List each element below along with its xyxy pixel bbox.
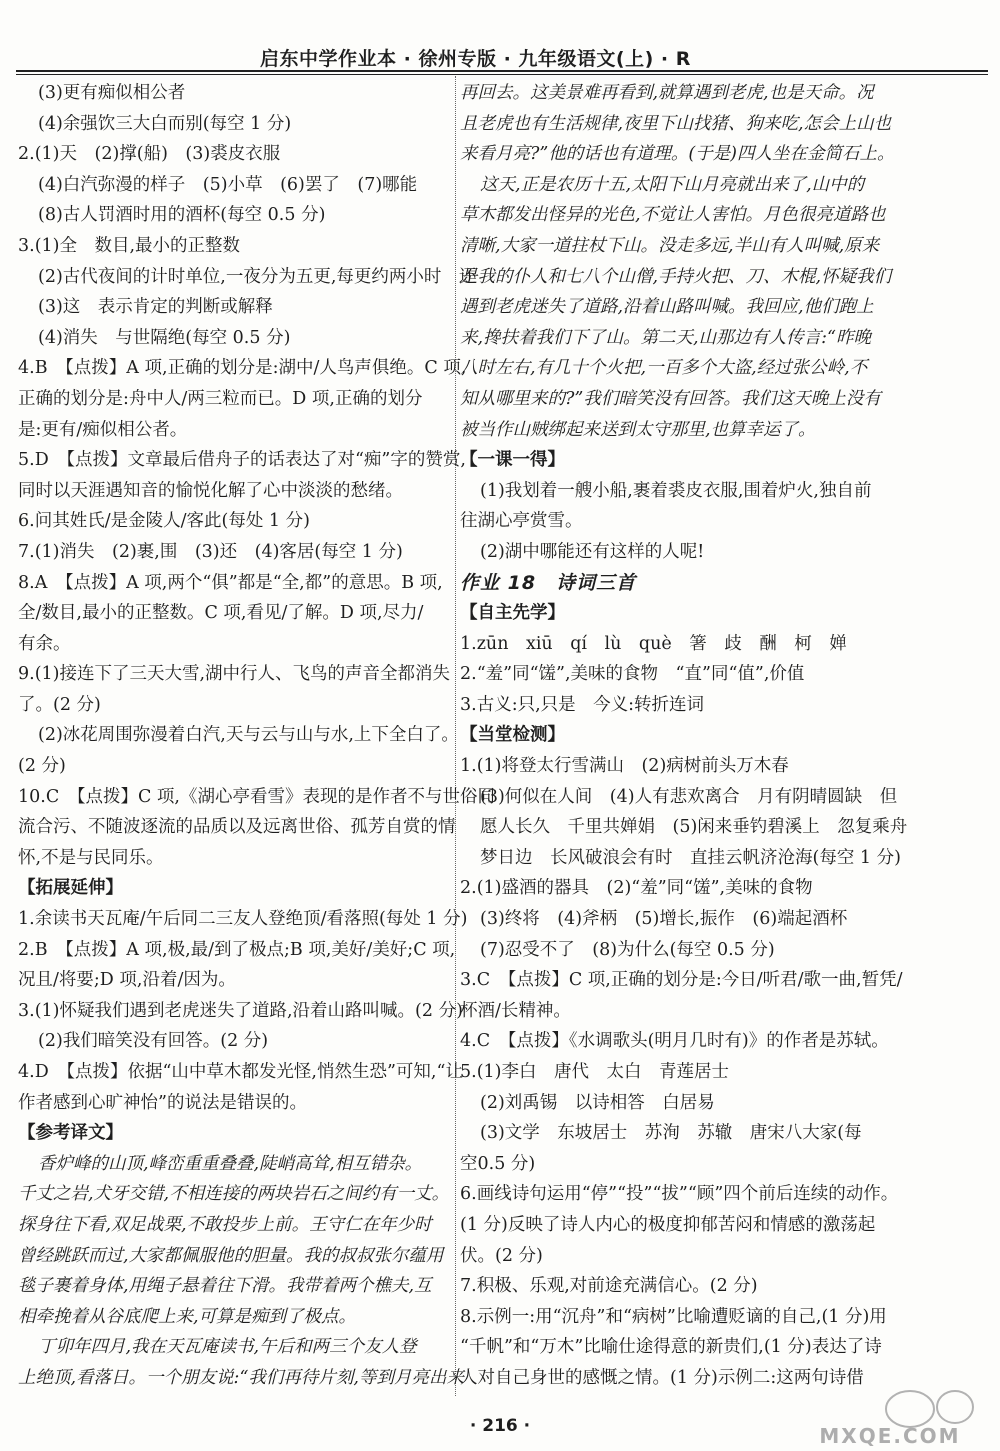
right-column-line: 梦日边 长风破浪会有时 直挂云帆济沧海(每空 1 分)	[480, 847, 901, 868]
right-column-line: 5.(1)李白 唐代 太白 青莲居士	[460, 1062, 729, 1082]
left-column-line: 3.(1)全 数目,最小的正整数	[18, 235, 241, 256]
left-column-line: 探身往下看,双足战栗,不敢投步上前。王守仁在年少时	[18, 1214, 432, 1235]
left-column-line: 3.(1)怀疑我们遇到老虎迷失了道路,沿着山路叫喊。(2 分)	[18, 1000, 463, 1021]
right-column-line: 知从哪里来的?”我们暗笑没有回答。我们这天晚上没有	[460, 388, 881, 409]
running-header: 启东中学作业本 · 徐州专版 · 九年级语文(上) · R	[260, 48, 691, 70]
left-column-line: 9.(1)接连下了三天大雪,湖中行人、飞鸟的声音全都消失	[18, 664, 451, 685]
right-column-line: 空0.5 分)	[460, 1153, 536, 1174]
left-column-line: 况且/将要;D 项,沿着/因为。	[18, 970, 236, 991]
right-column-line: (1 分)反映了诗人内心的极度抑郁苦闷和情感的激荡起	[460, 1214, 876, 1235]
left-column-line: 正确的划分是:舟中人/两三粒而已。D 项,正确的划分	[18, 388, 423, 409]
left-column-line: 2.(1)天 (2)撑(船) (3)裘皮衣服	[18, 144, 281, 165]
svg-text:MXQE.COM: MXQE.COM	[819, 1424, 961, 1447]
right-column-line: “千帆”和“万木”比喻仕途得意的新贵们,(1 分)表达了诗	[460, 1337, 882, 1358]
page-number: · 216 ·	[469, 1416, 531, 1436]
right-column-line: (3)终将 (4)斧柄 (5)增长,振作 (6)端起酒杯	[480, 909, 848, 930]
right-column-line: 3.C 【点拨】C 项,正确的划分是:今日/听君/歌一曲,暂凭/	[460, 970, 903, 991]
right-column-line: 【当堂检测】	[460, 725, 565, 746]
right-column-line: 愿人长久 千里共婵娟 (5)闲来垂钓碧溪上 忽复乘舟	[480, 817, 908, 838]
right-column-line: 6.画线诗句运用“停”“投”“拔”“顾”四个前后连续的动作。	[460, 1184, 899, 1205]
left-column-line: 6.问其姓氏/是金陵人/客此(每处 1 分)	[18, 511, 310, 532]
right-column-line: 杯酒/长精神。	[460, 1000, 571, 1021]
left-column	[18, 78, 495, 1394]
left-column-line: 1.余读书天瓦庵/午后同二三友人登绝顶/看落照(每处 1 分)	[18, 909, 468, 930]
left-column-line: 10.C 【点拨】C 项,《湖心亭看雪》表现的是作者不与世俗同	[18, 786, 495, 807]
left-column-line: (2)古代夜间的计时单位,一夜分为五更,每更约两小时 还	[38, 266, 477, 287]
left-column-line: 4.B 【点拨】A 项,正确的划分是:湖中/人鸟声俱绝。C 项,	[18, 358, 467, 379]
watermark-logo	[790, 1385, 990, 1447]
left-column-line: 作者感到心旷神怡”的说法是错误的。	[18, 1092, 307, 1113]
right-column-line: 2.(1)盛酒的器具 (2)“羞”同“馐”,美味的食物	[460, 878, 813, 899]
header-rule	[16, 70, 988, 75]
right-column-line: 清晰,大家一道拄杖下山。没走多远,半山有人叫喊,原来	[460, 235, 880, 256]
left-column-line: (3)更有痴似相公者	[38, 83, 186, 103]
left-column-line: (2)我们暗笑没有回答。(2 分)	[38, 1031, 269, 1052]
right-column-line: (2)刘禹锡 以诗相答 白居易	[480, 1092, 715, 1113]
left-column-line: 8.A 【点拨】A 项,两个“俱”都是“全,都”的意思。B 项,	[18, 572, 443, 593]
left-column-line: 同时以天涯遇知音的愉悦化解了心中淡淡的愁绪。	[18, 480, 403, 501]
left-column-line: 上绝顶,看落日。一个朋友说:“我们再待片刻,等到月亮出来	[18, 1367, 464, 1388]
left-column-line: 怀,不是与民同乐。	[18, 847, 164, 868]
right-column-line: 八时左右,有几十个火把,一百多个大盗,经过张公岭,不	[460, 358, 868, 379]
right-column-line: 遇到老虎迷失了道路,沿着山路叫喊。我回应,他们跑上	[460, 297, 874, 318]
left-column-line: 有余。	[18, 633, 71, 654]
left-column-line: (4)余强饮三大白而别(每空 1 分)	[38, 113, 292, 134]
right-column-line: 往湖心亭赏雪。	[460, 511, 583, 532]
right-column-line: 作业 18 诗词三首	[460, 571, 637, 594]
right-column-line: 伏。(2 分)	[460, 1245, 543, 1266]
right-column-line: 来看月亮?”他的话也有道理。(于是)四人坐在金简石上。	[460, 144, 895, 165]
right-column-line: (1)我划着一艘小船,裹着裘皮衣服,围着炉火,独自前	[480, 480, 872, 501]
left-column-line: (2 分)	[18, 756, 66, 777]
right-column-line: 3.古义:只,只是 今义:转折连词	[460, 694, 705, 715]
left-column-line: 毯子裹着身体,用绳子悬着往下滑。我带着两个樵夫,互	[18, 1276, 432, 1297]
left-column-line: 流合污、不随波逐流的品质以及远离世俗、孤芳自赏的情	[18, 817, 456, 838]
right-column-line: 1.zūn xiū qí lù què 箸 歧 酬 柯 婵	[460, 633, 847, 654]
right-column-line: 7.积极、乐观,对前途充满信心。(2 分)	[460, 1276, 758, 1297]
right-column-line: 这天,正是农历十五,太阳下山月亮就出来了,山中的	[480, 174, 865, 195]
right-column-line: 被当作山贼绑起来送到太守那里,也算幸运了。	[460, 419, 816, 440]
left-column-line: 香炉峰的山顶,峰峦重重叠叠,陡峭高耸,相互错杂。	[38, 1153, 423, 1174]
right-column-line: (3)何似在人间 (4)人有悲欢离合 月有阴晴圆缺 但	[480, 786, 898, 807]
left-column-line: 全/数目,最小的正整数。C 项,看见/了解。D 项,尽力/	[18, 603, 424, 624]
left-column-line: 7.(1)消失 (2)裹,围 (3)还 (4)客居(每空 1 分)	[18, 541, 403, 562]
right-column-line: (2)湖中哪能还有这样的人呢!	[480, 541, 705, 562]
left-column-line: 4.D 【点拨】依据“山中草木都发光怪,悄然生恐”可知,“让	[18, 1062, 463, 1082]
right-column	[460, 78, 988, 1394]
right-column-line: 【自主先学】	[460, 603, 565, 624]
right-column-line: 8.示例一:用“沉舟”和“病树”比喻遭贬谪的自己,(1 分)用	[460, 1306, 887, 1327]
right-column-line: 【一课一得】	[460, 450, 565, 471]
left-column-line: 千丈之岩,犬牙交错,不相连接的两块岩石之间约有一丈。	[18, 1184, 450, 1205]
left-column-line: 相牵挽着从谷底爬上来,可算是痴到了极点。	[18, 1306, 357, 1327]
left-column-line: (4)消失 与世隔绝(每空 0.5 分)	[38, 327, 291, 348]
right-column-line: 4.C 【点拨】《水调歌头(明月几时有)》的作者是苏轼。	[460, 1031, 889, 1052]
right-column-line: 再回去。这美景难再看到,就算遇到老虎,也是天命。况	[460, 83, 874, 103]
left-column-line: (2)冰花周围弥漫着白汽,天与云与山与水,上下全白了。	[38, 725, 459, 746]
right-column-line: (7)忍受不了 (8)为什么(每空 0.5 分)	[480, 939, 775, 960]
left-column-line: 曾经跳跃而过,大家都佩服他的胆量。我的叔叔张尔蕴用	[18, 1245, 444, 1266]
left-column-line: (3)这 表示肯定的判断或解释	[38, 297, 273, 318]
right-column-line: 来,搀扶着我们下了山。第二天,山那边有人传言:“昨晚	[460, 327, 871, 348]
right-column-line: 人对自己身世的感慨之情。(1 分)示例二:这两句诗借	[460, 1367, 864, 1388]
right-column-line: (3)文学 东坡居士 苏洵 苏辙 唐宋八大家(每	[480, 1123, 862, 1144]
left-column-line: (4)白汽弥漫的样子 (5)小草 (6)罢了 (7)哪能	[38, 174, 418, 195]
left-column-line: (8)古人罚酒时用的酒杯(每空 0.5 分)	[38, 205, 326, 226]
right-column-line: 1.(1)将登太行雪满山 (2)病树前头万木春	[460, 756, 789, 777]
left-column-line: 了。(2 分)	[18, 694, 101, 715]
right-column-line: 2.“羞”同“馐”,美味的食物 “直”同“值”,价值	[460, 664, 805, 685]
left-column-line: 2.B 【点拨】A 项,极,最/到了极点;B 项,美好/美好;C 项,	[18, 939, 456, 960]
left-column-line: 【拓展延伸】	[18, 878, 123, 899]
right-column-line: 且老虎也有生活规律,夜里下山找猪、狗来吃,怎会上山也	[460, 113, 892, 134]
left-column-line: 丁卯年四月,我在天瓦庵读书,午后和两三个友人登	[38, 1337, 417, 1358]
left-column-line: 【参考译文】	[18, 1123, 123, 1144]
left-column-line: 是:更有/痴似相公者。	[18, 419, 188, 440]
right-column-line: 是我的仆人和七八个山僧,手持火把、刀、木棍,怀疑我们	[460, 266, 892, 287]
right-column-line: 草木都发出怪异的光色,不觉让人害怕。月色很亮道路也	[460, 205, 886, 226]
left-column-line: 5.D 【点拨】文章最后借舟子的话表达了对“痴”字的赞赏,	[18, 450, 466, 471]
